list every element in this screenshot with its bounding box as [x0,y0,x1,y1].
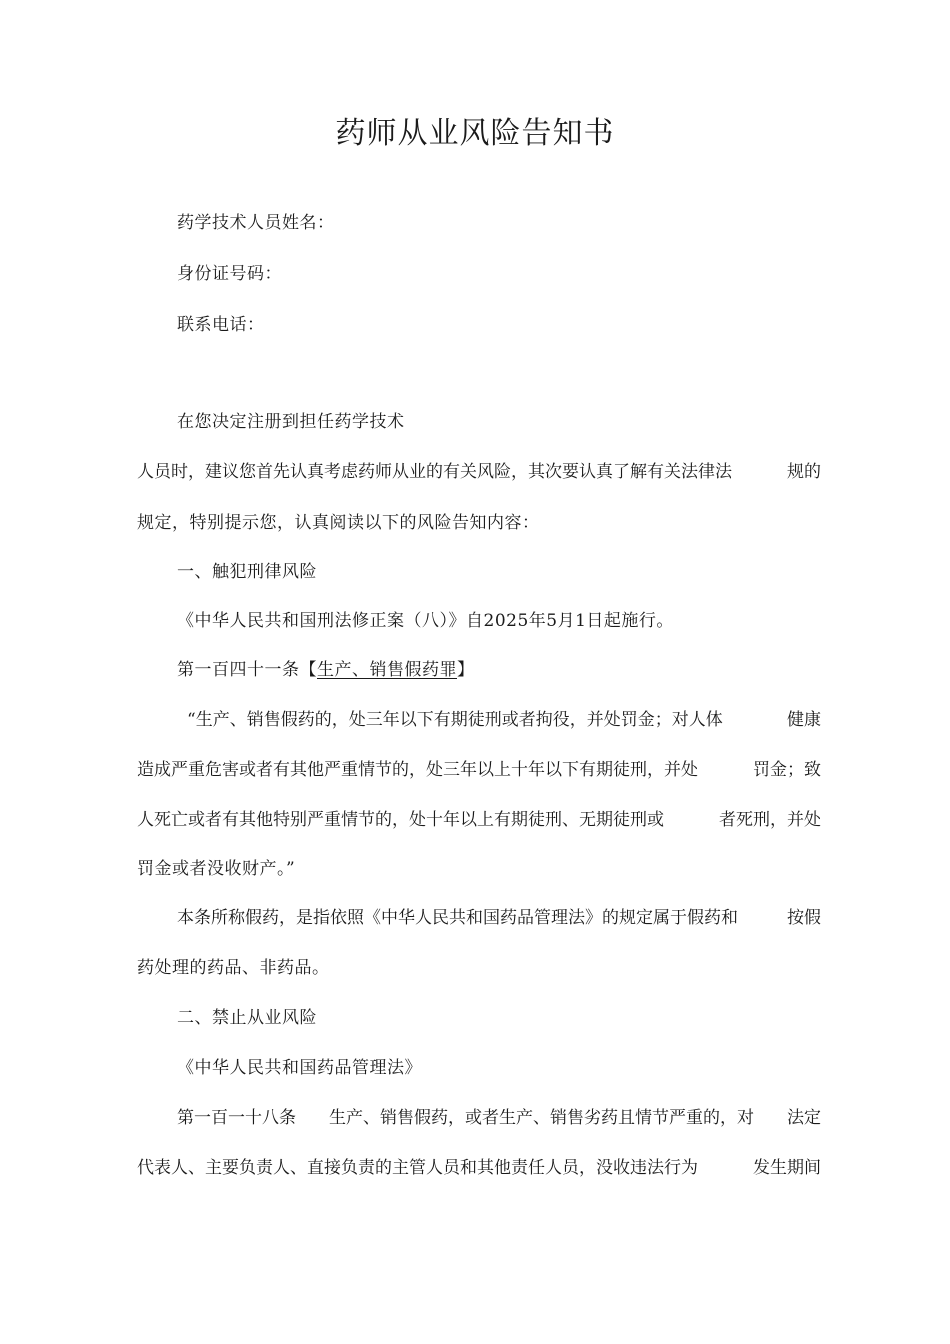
article-118-line-2-end: 发生期间 [753,1158,821,1178]
quote-line-2-end: 罚金；致 [753,760,821,780]
article-118-line-1 [177,1106,821,1130]
article-141-heading [177,658,475,682]
quote-line-3-text: 人死亡或者有其他特别严重情节的，处十年以上有期徒刑、无期徒刑或 [137,810,664,830]
article-118-line-2-text: 代表人、主要负责人、直接负责的主管人员和其他责任人员，没收违法行为 [137,1158,698,1178]
article-118-number: 第一百一十八条 [177,1108,296,1128]
article-141-suffix: 】 [457,660,475,680]
intro-line-3: 规定，特别提示您，认真阅读以下的风险告知内容： [137,513,540,533]
definition-line-1 [177,906,821,930]
intro-line-2 [137,460,821,484]
intro-line-2-text: 人员时，建议您首先认真考虑药师从业的有关风险，其次要认真了解有关法律法 [137,462,732,482]
section-heading-practice-ban: 二、禁止从业风险 [177,1008,317,1028]
quote-line-2 [137,758,821,782]
article-141-prefix: 第一百四十一条【 [177,660,317,680]
article-118-line-2 [137,1156,821,1180]
definition-line-1-end: 按假 [787,908,821,928]
document-title: 药师从业风险告知书 [335,116,615,151]
name-label: 药学技术人员姓名： [177,213,335,233]
intro-line-2-end: 规的 [787,462,821,482]
criminal-law-amendment: 《中华人民共和国刑法修正案（八）》自2025年5月1日起施行。 [177,611,674,631]
section-heading-criminal-risk: 一、触犯刑律风险 [177,562,317,582]
article-118-end: 法定 [787,1108,821,1128]
quote-line-2-text: 造成严重危害或者有其他严重情节的，处三年以上十年以下有期徒刑，并处 [137,760,698,780]
quote-line-1-text: “生产、销售假药的，处三年以下有期徒刑或者拘役，并处罚金；对人体 [187,710,723,730]
drug-administration-law: 《中华人民共和国药品管理法》 [177,1058,422,1078]
quote-line-1 [187,708,821,732]
id-number-label: 身份证号码： [177,264,282,284]
quote-line-3-end: 者死刑，并处 [719,810,821,830]
quote-line-3 [137,808,821,832]
intro-line-1: 在您决定注册到担任药学技术 [177,412,405,432]
article-141-crime-name: 生产、销售假药罪 [317,660,457,680]
definition-line-1-text: 本条所称假药，是指依照《中华人民共和国药品管理法》的规定属于假药和 [177,908,738,928]
quote-line-1-end: 健康 [787,710,821,730]
phone-label: 联系电话： [177,315,265,335]
definition-line-2: 药处理的药品、非药品。 [137,958,330,978]
quote-line-4: 罚金或者没收财产。” [137,859,296,879]
article-118-text: 生产、销售假药，或者生产、销售劣药且情节严重的，对 [329,1108,754,1128]
